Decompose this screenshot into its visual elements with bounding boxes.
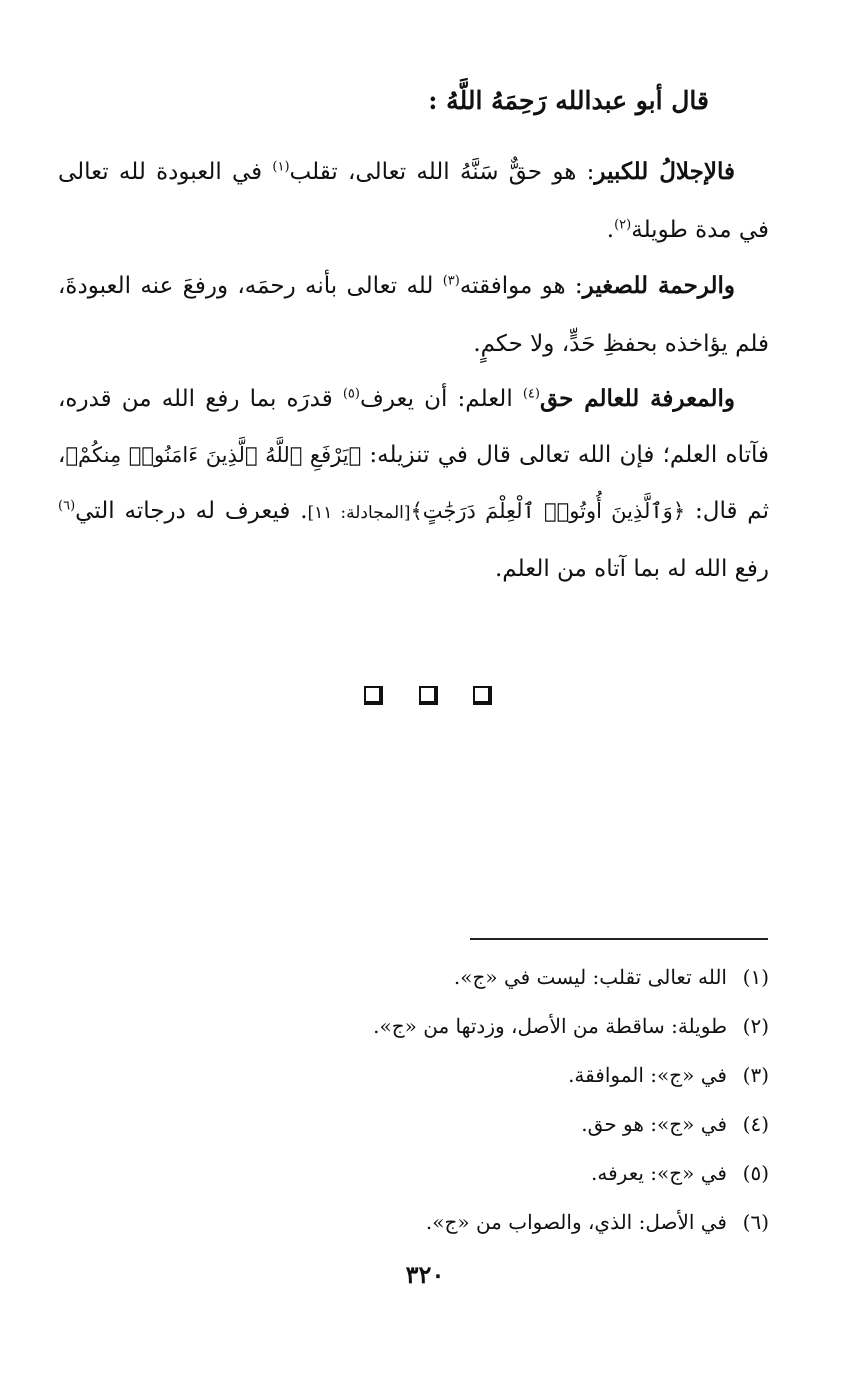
footnote-item — [69, 1148, 769, 1197]
quran-verse: ﴿يَرْفَعِ ٱللَّهُ ٱلَّذِينَ ءَامَنُوا۟ مِنكُمْ﴾ — [65, 443, 362, 467]
paragraph-lead: والمعرفة للعالم حق — [539, 385, 735, 412]
paragraph-text: قدرَه بما رفع الله من قدره، فآتاه العلم؛ فإن الله تعالى قال في تنزيله: — [58, 386, 769, 468]
footnote-item — [69, 1050, 769, 1099]
paragraph-elders — [58, 143, 769, 259]
footnote-ref[interactable]: (٤) — [522, 386, 540, 402]
footnote-text: في الأصل: الذي، والصواب من «ج». — [425, 1209, 727, 1234]
footnote-number: (٦) — [742, 1209, 769, 1234]
footnote-item — [69, 1197, 769, 1246]
footnotes-list — [69, 952, 769, 1246]
section-separator — [364, 686, 492, 710]
paragraph-scholar — [58, 371, 769, 597]
footnote-ref[interactable]: (١) — [272, 159, 290, 175]
footnote-ref[interactable]: (٣) — [442, 273, 460, 289]
footnote-ref[interactable]: (٢) — [614, 217, 632, 233]
paragraph-text: لله تعالى بأنه رحمَه، ورفعَ عنه العبودةَ، فلم يؤاخذه بحفظِ حَدٍّ، ولا حكمٍ. — [58, 273, 769, 357]
surah-citation: [المجادلة: ١١] — [307, 503, 411, 523]
footnote-text: في «ج»: يعرفه. — [591, 1160, 727, 1185]
paragraph-text: في العبودة لله تعالى في مدة طويلة — [58, 159, 769, 243]
paragraph-text: : هو حقٌّ سَنَّهُ الله تعالى، تقلب — [289, 159, 595, 185]
paragraph-young — [58, 257, 769, 373]
paragraph-text: رفع الله له بما آتاه من العلم. — [494, 556, 769, 582]
paragraph-text: ، ثم قال: — [58, 442, 769, 524]
footnote-text: في «ج»: الموافقة. — [568, 1062, 727, 1087]
footnote-number: (٢) — [742, 1013, 769, 1038]
paragraph-text: . — [606, 217, 615, 243]
footnote-number: (١) — [742, 964, 769, 989]
quran-verse: ﴿وَٱلَّذِينَ أُوتُوا۟ ٱلْعِلْمَ دَرَجَٰتٍ﴾ — [410, 499, 686, 523]
separator-box-icon — [364, 686, 383, 705]
section-heading: قال أبو عبدالله رَحِمَهُ اللَّهُ : — [428, 86, 709, 115]
separator-box-icon — [419, 686, 438, 705]
footnote-text: الله تعالى تقلب: ليست في «ج». — [453, 964, 727, 989]
paragraph-text: العلم: أن يعرف — [359, 386, 523, 412]
separator-box-icon — [473, 686, 492, 705]
paragraph-text: : هو موافقته — [459, 273, 583, 299]
paragraph-text: . فيعرف له درجاته التي — [75, 498, 308, 524]
footnote-number: (٣) — [742, 1062, 769, 1087]
footnote-text: في «ج»: هو حق. — [581, 1111, 727, 1136]
footnote-text: طويلة: ساقطة من الأصل، وزدتها من «ج». — [373, 1013, 727, 1038]
page-number: ٣٢٠ — [405, 1260, 445, 1289]
footnote-item — [69, 1001, 769, 1050]
paragraph-lead: والرحمة للصغير — [582, 272, 735, 299]
paragraph-lead: فالإجلالُ للكبير — [594, 158, 735, 185]
footnote-ref[interactable]: (٥) — [342, 386, 360, 402]
footnote-number: (٥) — [742, 1160, 769, 1185]
footnote-number: (٤) — [742, 1111, 769, 1136]
footnote-item — [69, 1099, 769, 1148]
footnote-ref[interactable]: (٦) — [58, 498, 76, 514]
footnote-item — [69, 952, 769, 1001]
footnote-divider — [470, 938, 768, 940]
